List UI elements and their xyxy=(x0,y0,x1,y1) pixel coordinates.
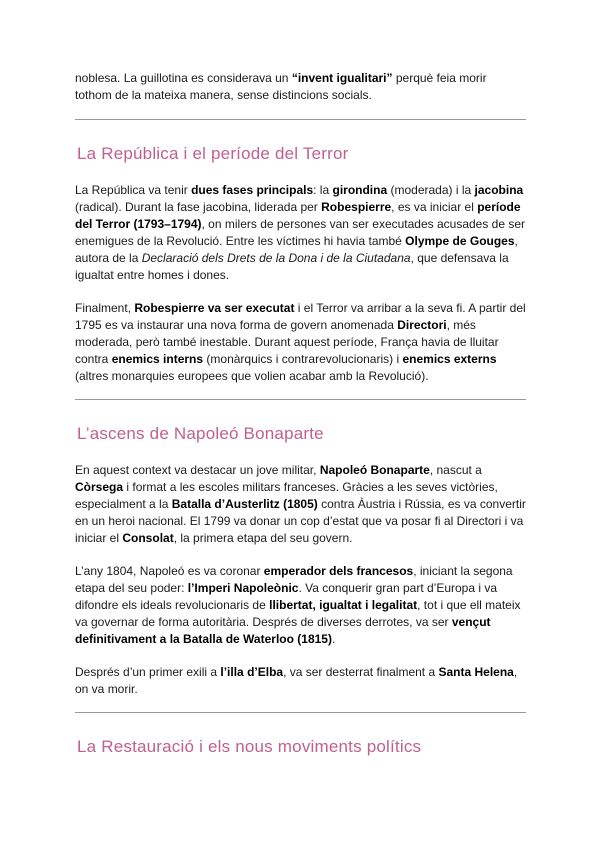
text-run: . xyxy=(331,632,336,646)
italic-term: Declaració dels Drets de la Dona i de la Ciutadana xyxy=(141,251,411,265)
bold-term: Napoleó Bonaparte xyxy=(319,463,430,477)
text-run: , tot i que ell mateix va governar de forma autoritària. Després de diverses derrotes, va ser xyxy=(75,598,521,629)
bold-term: “invent igualitari” xyxy=(291,71,393,85)
text-run: noblesa. La guillotina es considerava un xyxy=(75,71,292,85)
document-page xyxy=(75,70,526,757)
text-run: (radical). Durant la fase jacobina, liderada per xyxy=(75,200,322,214)
bold-term: Olympe de Gouges xyxy=(405,234,515,248)
text-run: L’any 1804, Napoleó es va coronar xyxy=(75,564,264,578)
bold-term: enemics externs xyxy=(402,352,497,366)
bold-term: dues fases principals xyxy=(191,183,314,197)
bold-term: Consolat xyxy=(122,531,174,545)
text-run: , on milers de persones van ser executades acusades de ser enemigues de la Revolució. Entre les víctimes hi havia també xyxy=(75,217,526,248)
bold-term: vençut definitivament a la Batalla de Waterloo (1815) xyxy=(75,615,491,646)
bold-term: enemics interns xyxy=(111,352,204,366)
text-run: : la xyxy=(313,183,333,197)
paragraph-napoleo-1 xyxy=(75,462,526,547)
text-run: , va ser desterrat finalment a xyxy=(283,665,439,679)
text-run: , on va morir. xyxy=(75,665,518,696)
paragraph-republica-2 xyxy=(75,300,526,385)
text-run: La República va tenir xyxy=(75,183,192,197)
bold-term: llibertat, igualtat i legalitat xyxy=(269,598,418,612)
bold-term: l’illa d’Elba xyxy=(220,665,284,679)
bold-term: Robespierre xyxy=(321,200,392,214)
paragraph-republica-1 xyxy=(75,182,526,284)
text-run: i format a les escoles militars franceses. Gràcies a les seves victòries, especialment a la xyxy=(75,480,498,511)
section-title-napoleo: L’ascens de Napoleó Bonaparte xyxy=(77,424,324,443)
text-run: , autora de la xyxy=(75,234,518,265)
text-run: perquè feia morir tothom de la mateixa manera, sense distincions socials. xyxy=(75,71,487,102)
section-divider xyxy=(75,399,526,400)
paragraph-napoleo-3 xyxy=(75,664,526,698)
bold-term: Santa Helena xyxy=(438,665,514,679)
section-divider xyxy=(75,119,526,120)
text-run: , es va iniciar el xyxy=(391,200,478,214)
text-run: contra Àustria i Rússia, es va convertir en un heroi nacional. El 1799 va donar un cop d’estat que va posar fi al Directori i va iniciar el xyxy=(75,497,526,545)
text-run: (moderada) i la xyxy=(387,183,475,197)
section-title-republica: La República i el període del Terror xyxy=(77,144,349,163)
bold-term: l’Imperi Napoleònic xyxy=(187,581,299,595)
bold-term: emperador dels francesos xyxy=(263,564,414,578)
section-title-restauracio: La Restauració i els nous moviments polítics xyxy=(77,737,422,756)
section-divider xyxy=(75,712,526,713)
text-run: i el Terror va arribar a la seva fi. A partir del 1795 es va instaurar una nova forma de govern anomenada xyxy=(75,301,526,332)
bold-term: Batalla d’Austerlitz (1805) xyxy=(171,497,318,511)
bold-term: jacobina xyxy=(474,183,524,197)
bold-term: Còrsega xyxy=(75,480,124,494)
bold-term: Directori xyxy=(397,318,447,332)
text-run: , més moderada, però també inestable. Durant aquest període, França havia de lluitar contra xyxy=(75,318,499,366)
text-run: , iniciant la segona etapa del seu poder: xyxy=(75,564,513,595)
paragraph-napoleo-2 xyxy=(75,563,526,648)
text-run: En aquest context va destacar un jove militar, xyxy=(75,463,320,477)
bold-term: Robespierre va ser executat xyxy=(134,301,295,315)
text-run: , la primera etapa del seu govern. xyxy=(173,531,353,545)
text-run: (altres monarquies europees que volien acabar amb la Revolució). xyxy=(75,369,429,383)
bold-term: girondina xyxy=(332,183,388,197)
text-run: , nascut a xyxy=(429,463,482,477)
text-run: . Va conquerir gran part d’Europa i va difondre els ideals revolucionaris de xyxy=(75,581,498,612)
intro-paragraph xyxy=(75,70,526,104)
text-run: (monàrquics i contrarevolucionaris) i xyxy=(203,352,403,366)
bold-term: període del Terror (1793–1794) xyxy=(75,200,521,231)
text-run: Finalment, xyxy=(75,301,135,315)
text-run: Després d’un primer exili a xyxy=(75,665,221,679)
text-run: , que defensava la igualtat entre homes i dones. xyxy=(75,251,509,282)
